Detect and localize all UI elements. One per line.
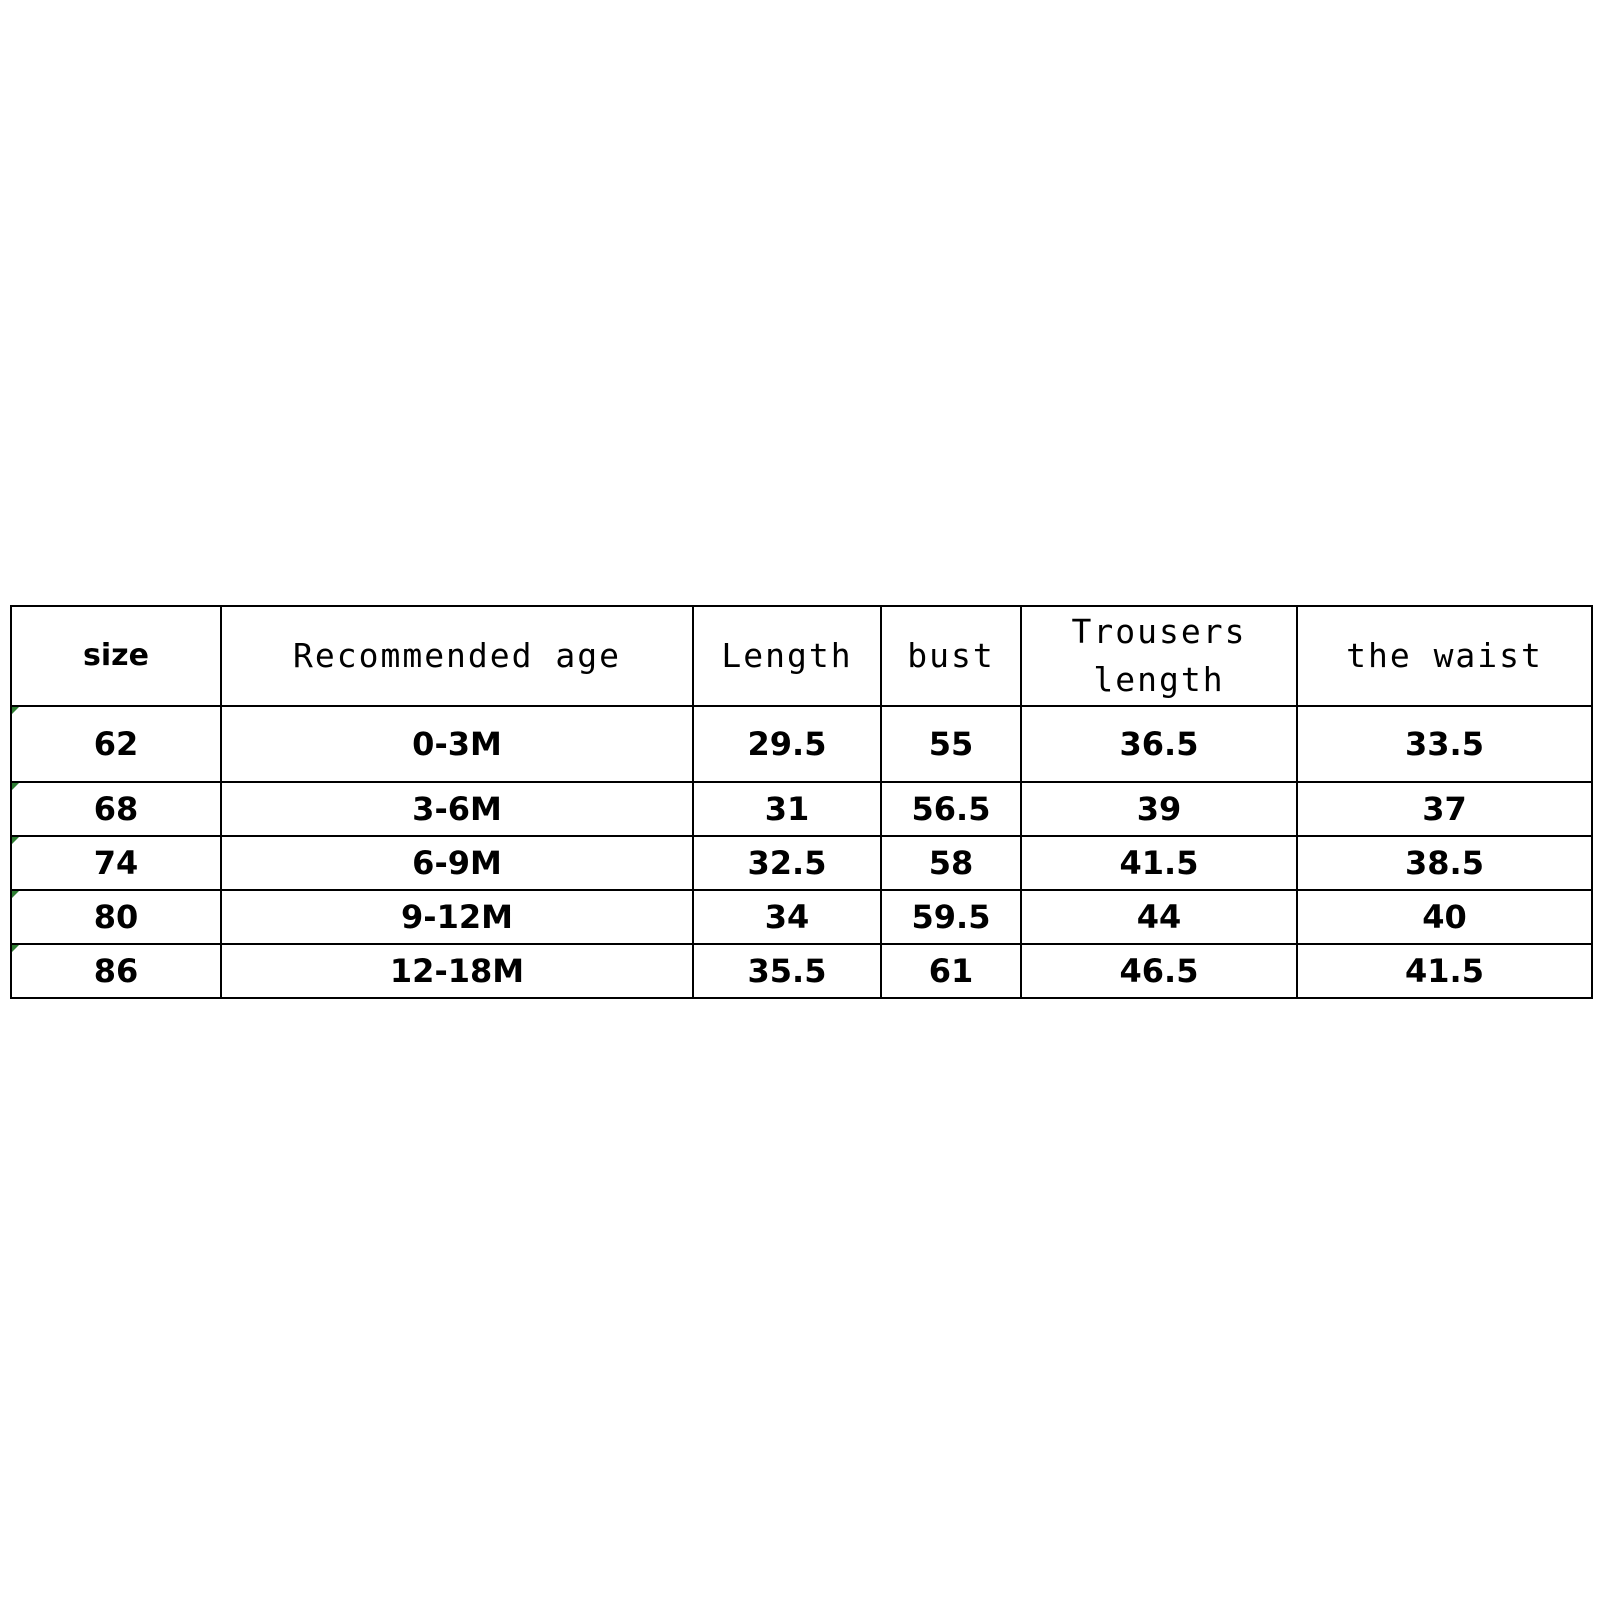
cell-size — [11, 836, 221, 890]
cell-bust: 56.5 — [881, 782, 1021, 836]
cell-length: 34 — [693, 890, 881, 944]
cell-trousers-length: 44 — [1021, 890, 1297, 944]
cell-size-text: 80 — [93, 898, 139, 936]
cell-size-text: 74 — [93, 844, 139, 882]
cell-size — [11, 782, 221, 836]
cell-waist: 40 — [1297, 890, 1592, 944]
cell-length: 29.5 — [693, 706, 881, 782]
cell-bust: 61 — [881, 944, 1021, 998]
header-recommended-age: Recommended age — [221, 606, 693, 706]
cell-length: 35.5 — [693, 944, 881, 998]
cell-bust: 55 — [881, 706, 1021, 782]
cell-size — [11, 944, 221, 998]
cell-age: 6-9M — [221, 836, 693, 890]
cell-trousers-length: 46.5 — [1021, 944, 1297, 998]
cell-waist: 38.5 — [1297, 836, 1592, 890]
cell-trousers-length: 41.5 — [1021, 836, 1297, 890]
table-row — [11, 836, 1592, 890]
cell-size-text: 68 — [93, 790, 139, 828]
cell-marker — [12, 707, 19, 714]
cell-marker — [12, 945, 19, 952]
table-row — [11, 706, 1592, 782]
header-size: size — [11, 606, 221, 706]
cell-bust: 58 — [881, 836, 1021, 890]
cell-age: 3-6M — [221, 782, 693, 836]
header-bust: bust — [881, 606, 1021, 706]
cell-waist: 33.5 — [1297, 706, 1592, 782]
cell-size-text: 62 — [93, 725, 139, 763]
header-length: Length — [693, 606, 881, 706]
cell-size-text: 86 — [93, 952, 139, 990]
size-chart-table — [10, 605, 1593, 999]
cell-size — [11, 706, 221, 782]
cell-age: 12-18M — [221, 944, 693, 998]
cell-marker — [12, 783, 19, 790]
table-row — [11, 890, 1592, 944]
cell-bust: 59.5 — [881, 890, 1021, 944]
cell-age: 0-3M — [221, 706, 693, 782]
table-row — [11, 782, 1592, 836]
cell-size — [11, 890, 221, 944]
cell-waist: 37 — [1297, 782, 1592, 836]
cell-length: 32.5 — [693, 836, 881, 890]
cell-marker — [12, 891, 19, 898]
header-waist: the waist — [1297, 606, 1592, 706]
cell-age: 9-12M — [221, 890, 693, 944]
cell-marker — [12, 837, 19, 844]
cell-waist: 41.5 — [1297, 944, 1592, 998]
table-row — [11, 944, 1592, 998]
cell-length: 31 — [693, 782, 881, 836]
header-trousers-length: Trousers length — [1021, 606, 1297, 706]
header-row — [11, 606, 1592, 706]
cell-trousers-length: 36.5 — [1021, 706, 1297, 782]
cell-trousers-length: 39 — [1021, 782, 1297, 836]
